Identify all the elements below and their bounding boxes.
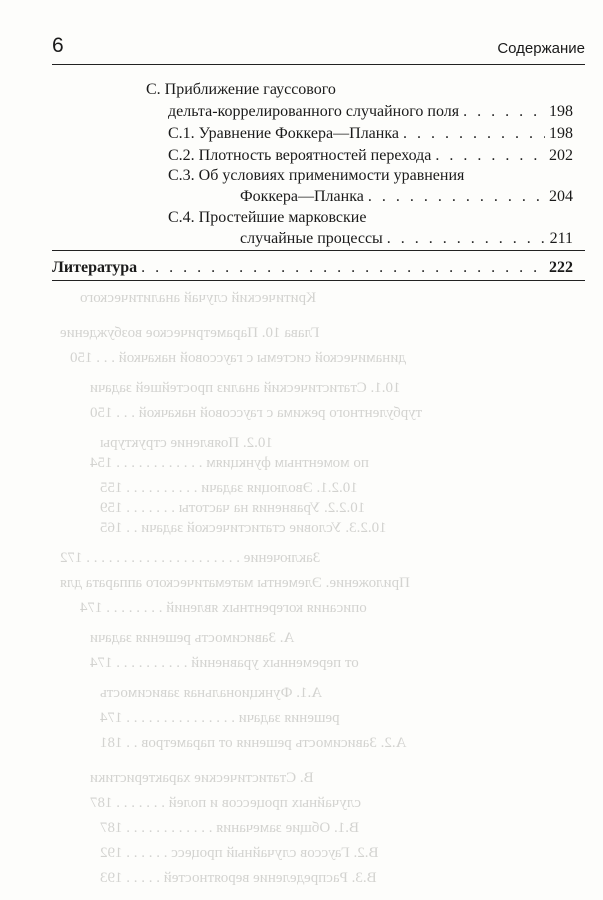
toc-entry-c2[interactable] bbox=[168, 146, 573, 166]
references-label: Литература bbox=[52, 259, 138, 276]
toc-entry-page: 204 bbox=[549, 188, 573, 205]
page-number: 6 bbox=[52, 34, 64, 57]
running-head: Содержание bbox=[497, 40, 585, 57]
toc-entry-page: 198 bbox=[549, 125, 573, 142]
appendix-c-subtitle: дельта-коррелированного случайного поля bbox=[168, 103, 460, 120]
leader-dots bbox=[387, 229, 546, 249]
leader-dots bbox=[403, 124, 545, 144]
toc-entry-c3[interactable] bbox=[240, 187, 573, 207]
appendix-c-title: С. Приближение гауссового bbox=[146, 81, 336, 98]
appendix-c-entry[interactable] bbox=[168, 102, 573, 122]
references-page: 222 bbox=[549, 259, 573, 276]
page-header bbox=[52, 34, 585, 65]
leader-dots bbox=[435, 146, 545, 166]
toc-entry-label-cont: Фоккера—Планка bbox=[240, 188, 364, 205]
toc-entry-page: 202 bbox=[549, 147, 573, 164]
leader-dots bbox=[463, 102, 545, 122]
toc-entry-c4[interactable] bbox=[240, 229, 573, 249]
toc-entry-c1[interactable] bbox=[168, 124, 573, 144]
divider bbox=[52, 280, 585, 281]
toc-entry-page: 211 bbox=[549, 230, 573, 247]
bleed-through-text: Критический случай аналитического Глава 10. Параметрическое возбуждение динамической системы с гауссовой накачкой . . . 150 10.1. Статистический анализ простейшей задачи турбулентного режима с гауссовой накачкой . . . 150 10.2. Появление структуры по моментным функциям . . . . . . . . . . . . 154 10.2.1. Эволюция задачи . . . . . . . . . . 155 10.2.2. Уравнения на частоты . . . . . . . 159 10.2.3. Условие статистической задачи . . 165 Заключение . . . . . . . . . . . . . . . . . . . . . 172 Приложение. Элементы математического аппарата для описания когерентных явлений . . . . . . . . 174 А. Зависимость решения задачи от переменных уравнений . . . . . . . . . . 174 А.1. Функциональная зависимость решения задачи . . . . . . . . . . . . . . . 174 А.2. Зависимость решения от параметров . . 181 В. Статистические характеристики случайных процессов и полей . . . . . . . 187 В.1. Общие замечания . . . . . . . . . . . . 187 В.2. Гауссов случайный процесс . . . . . . 192 В.3. Распределение вероятностей . . . . . 193 bbox=[60, 290, 423, 886]
leader-dots bbox=[368, 187, 545, 207]
toc-entry-c4-label: С.4. Простейшие марковские bbox=[168, 209, 367, 226]
toc-entry-label-cont: случайные процессы bbox=[240, 230, 383, 247]
divider bbox=[52, 250, 585, 251]
leader-dots bbox=[141, 258, 545, 278]
toc-entry-references[interactable] bbox=[52, 258, 573, 278]
toc-entry-c3-label: С.3. Об условиях применимости уравнения bbox=[168, 167, 465, 184]
toc-entry-label: С.2. Плотность вероятностей перехода bbox=[168, 147, 432, 164]
appendix-c-page: 198 bbox=[549, 103, 573, 120]
toc-entry-label: С.1. Уравнение Фоккера—Планка bbox=[168, 125, 399, 142]
